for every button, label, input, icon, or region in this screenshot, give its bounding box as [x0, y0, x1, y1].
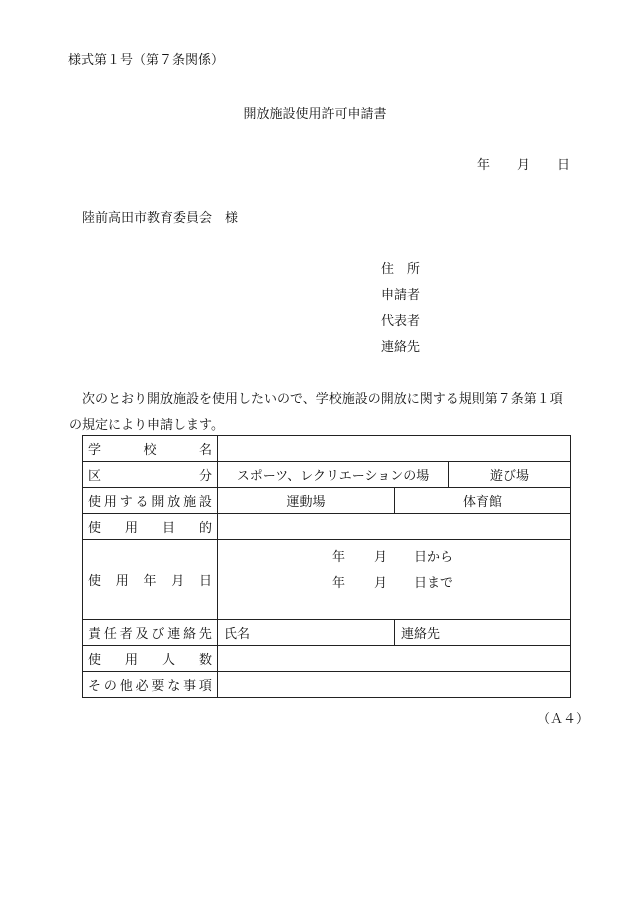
body-text-line-1: 次のとおり開放施設を使用したいので、学校施設の開放に関する規則第７条第１項	[82, 392, 563, 407]
responsible-row	[83, 620, 571, 646]
school-label-cell	[83, 436, 218, 462]
other-label: そ の 他 必 要 な 事 項	[88, 679, 212, 694]
other-label-cell	[83, 672, 218, 698]
count-label: 使 用 人 数	[88, 653, 212, 668]
recipient: 陸前高田市教育委員会 様	[82, 211, 239, 226]
responsible-name-field[interactable]: 氏名	[218, 620, 395, 646]
purpose-row	[83, 514, 571, 540]
responsible-contact-field[interactable]: 連絡先	[395, 620, 571, 646]
school-row	[83, 436, 571, 462]
count-row	[83, 646, 571, 672]
facility-label-cell	[83, 488, 218, 514]
category-label: 区 分	[88, 469, 212, 484]
application-table	[82, 435, 571, 698]
responsible-label-cell	[83, 620, 218, 646]
date-day: 日	[557, 158, 571, 173]
body-text-line-2: の規定により申請します。	[69, 418, 224, 433]
paper-size-note: （Ａ４）	[537, 712, 590, 727]
applicant-contact-label: 連絡先	[381, 340, 421, 355]
period-to-day: 日まで	[414, 576, 454, 591]
period-label: 使 用 年 月 日	[88, 574, 212, 589]
responsible-label: 責 任 者 及 び 連 絡 先	[88, 627, 212, 642]
category-option-sports[interactable]: スポーツ、レクリエーションの場	[218, 462, 449, 488]
date-month: 月	[517, 158, 531, 173]
document-title: 開放施設使用許可申請書	[243, 107, 387, 122]
period-row	[83, 540, 571, 620]
period-from-month: 月	[374, 550, 388, 565]
purpose-label-cell	[83, 514, 218, 540]
category-option-play[interactable]: 遊び場	[449, 462, 571, 488]
period-to-month: 月	[374, 576, 388, 591]
applicant-label: 申請者	[381, 288, 421, 303]
period-from-year: 年	[332, 550, 346, 565]
purpose-value-field[interactable]	[218, 514, 571, 540]
count-value-field[interactable]	[218, 646, 571, 672]
facility-row	[83, 488, 571, 514]
count-label-cell	[83, 646, 218, 672]
other-row	[83, 672, 571, 698]
period-to-year: 年	[332, 576, 346, 591]
period-label-cell	[83, 540, 218, 620]
facility-option-ground[interactable]: 運動場	[218, 488, 395, 514]
period-from-day: 日から	[414, 550, 454, 565]
form-number: 様式第１号（第７条関係）	[68, 53, 225, 68]
school-value-field[interactable]	[218, 436, 571, 462]
category-row	[83, 462, 571, 488]
school-label: 学 校 名	[88, 443, 212, 458]
period-value-field[interactable]	[218, 540, 571, 620]
other-value-field[interactable]	[218, 672, 571, 698]
category-label-cell	[83, 462, 218, 488]
facility-label: 使 用 す る 開 放 施 設	[88, 495, 212, 510]
purpose-label: 使 用 目 的	[88, 521, 212, 536]
date-year: 年	[477, 158, 491, 173]
facility-option-gym[interactable]: 体育館	[395, 488, 571, 514]
address-label: 住 所	[381, 262, 421, 277]
representative-label: 代表者	[381, 314, 421, 329]
